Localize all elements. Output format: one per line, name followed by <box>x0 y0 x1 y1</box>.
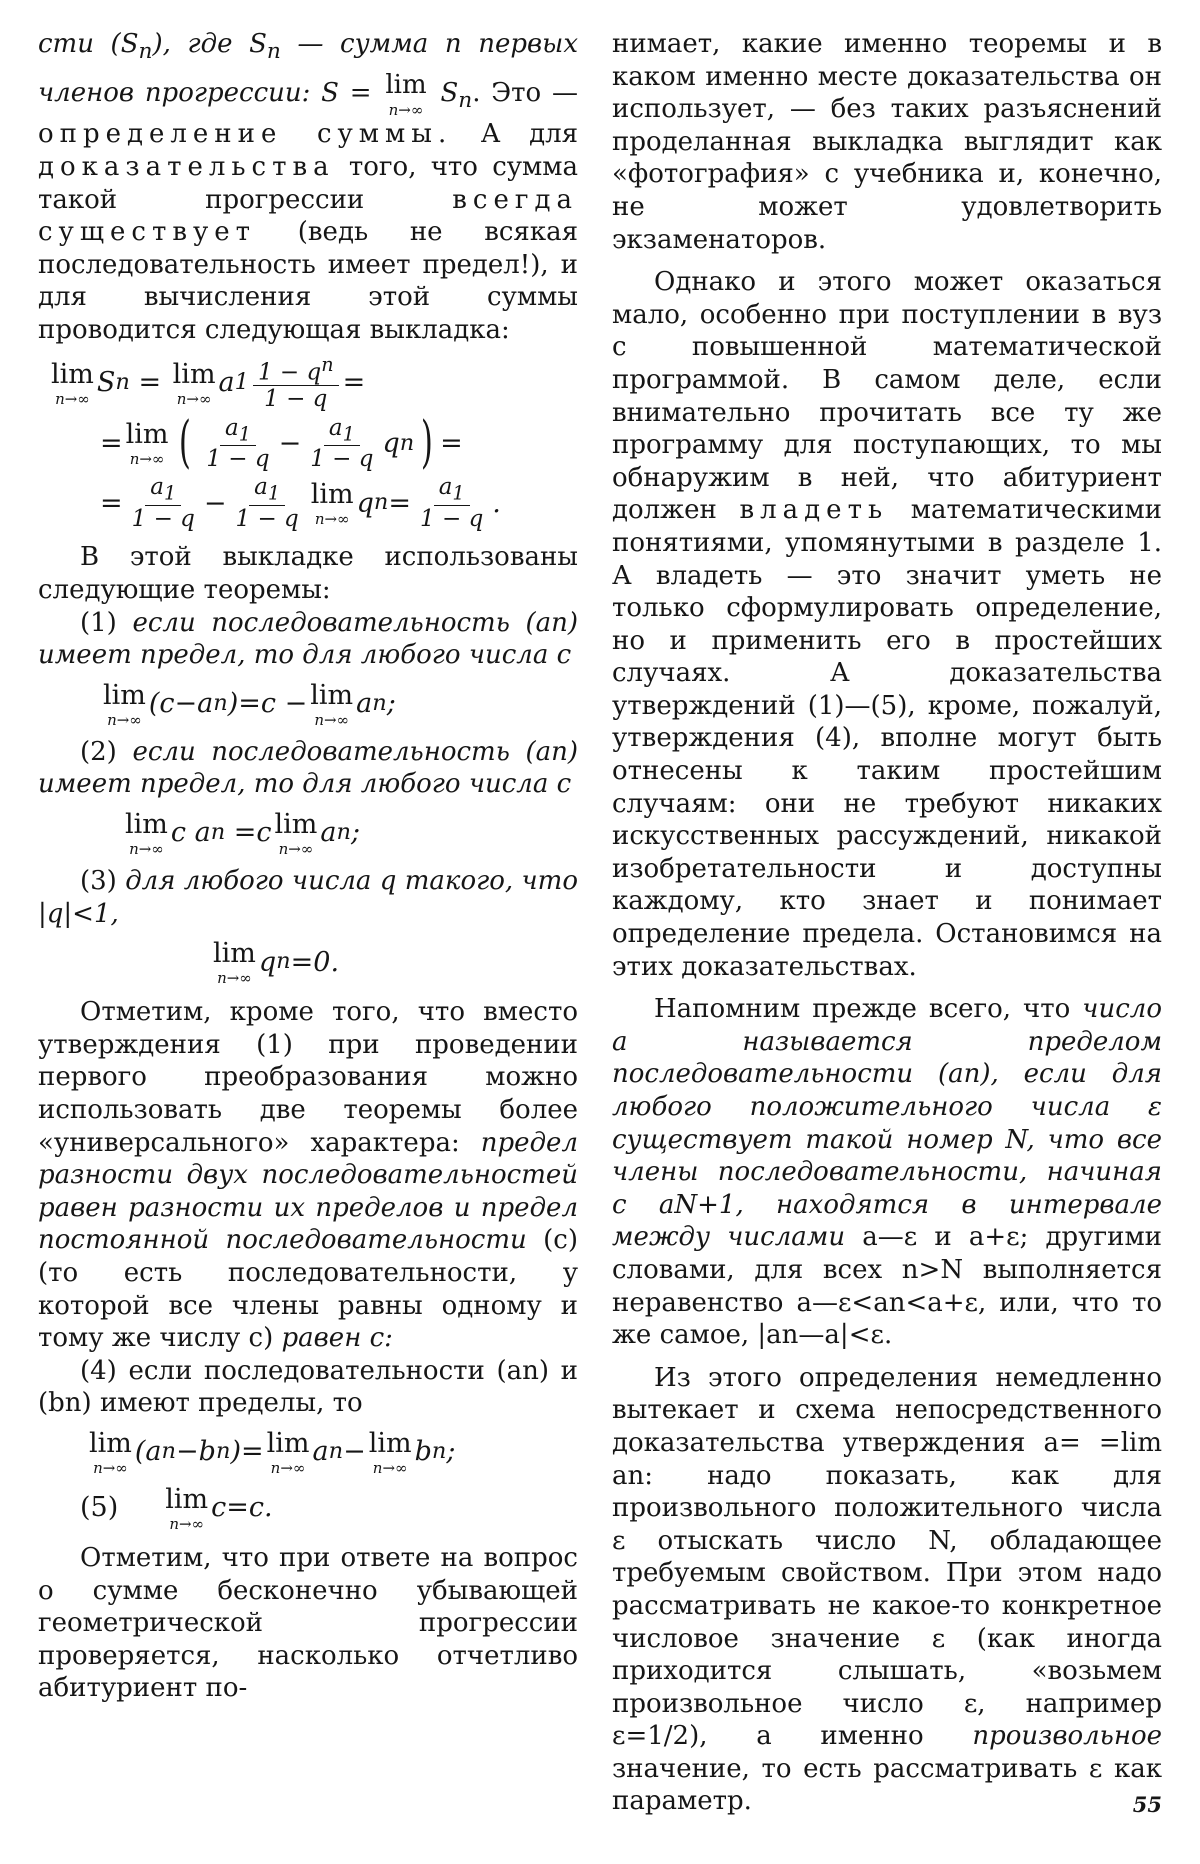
page-number: 55 <box>1132 1792 1162 1817</box>
theorem-3: (3) для любого числа q такого, что |q|<1, <box>38 865 578 929</box>
theorem-3-formula: lim n→∞ q n =0. <box>213 938 340 988</box>
paragraph-universal-theorems: Отметим, кроме того, что вместо утверждения (1) при проведении первого преобразования можно использовать две теоремы более «универсального» характера: предел разности двух последовательностей равен разности их пределов и предел постоянной последовательности (c) (то есть последовательности, у которой все члены равны одному и тому же числу c) равен c: <box>38 997 578 1354</box>
paragraph-proof-scheme: Из этого определения немедленно вытекает и схема непосредственного доказательства утверждения a= =lim an: надо показать, как для произвольного положительного числа ε отыскать число N, обладающее требуемым свойством. При этом надо рассматривать не какое-то конкретное числовое значение ε (как иногда приходится слышать, «возьмем произвольное число ε, например ε=1/2), а именно произвольное значение, то есть рассматривать ε как параметр. <box>612 1362 1162 1817</box>
paragraph-limit-definition: Напомним прежде всего, что число a называется пределом последовательности (an), если для любого положительного числа ε существует такой номер N, что все члены последовательности, начиная с aN+1, находятся в интервале между числами a—ε и a+ε; другими словами, для всех n>N выполняется неравенство a—ε<an<a+ε, или, что то же самое, |an—a|<ε. <box>612 994 1162 1351</box>
theorem-1: (1) если последовательность (an) имеет предел, то для любого числа c <box>38 607 578 671</box>
paragraph-theorems-intro: В этой выкладке использованы следующие теоремы: <box>38 542 578 605</box>
theorem-4-formula: lim n→∞ (a n −b n )= lim n→∞ a n − lim n→∞ b n ; <box>89 1427 456 1477</box>
paragraph-answer-check: Отметим, что при ответе на вопрос о сумме бесконечно убывающей геометрической прогрессии проверяется, насколько отчетливо абитуриент по- <box>38 1543 578 1704</box>
paragraph-program: Однако и этого может оказаться мало, особенно при поступлении в вуз с повышенной математической программой. В самом деле, если внимательно прочитать все ту же программу для поступающих, то мы обнаружим в ней, что абитуриент должен владеть математическими понятиями, упомянутыми в разделе 1. А владеть — это значит уметь не только сформулировать определение, но и применить его в простейших случаях. А доказательства утверждений (1)—(5), кроме, пожалуй, утверждения (4), вполне могут быть отнесены к таким простейшим случаям: они не требуют никаких искусственных рассуждений, никакой изобретательности и доступны каждому, кто знает и понимает определение предела. Остановимся на этих доказательствах. <box>612 267 1163 982</box>
theorem-2: (2) если последовательность (an) имеет предел, то для любого числа c <box>38 736 578 800</box>
paragraph-sum-definition: сти $(S_n)$, где $S_n$ — сумма n первых членов прогрессии: S = lim n→∞ $S_n$. Это — определение суммы. А для доказательства того, что сумма такой прогрессии всегда существует (ведь не всякая последовательность имеет предел!), и для вычисления этой суммы проводится следующая выкладка: <box>38 29 579 345</box>
lim-symbol: lim n→∞ <box>385 69 427 120</box>
left-column <box>38 28 578 1705</box>
paragraph-explanations: нимает, какие именно теоремы и в каком именно месте доказательства он использует, — без таких разъяснений проделанная выкладка выглядит как «фотография» с учебника и, конечно, не может удовлетворить экзаменаторов. <box>612 29 1162 255</box>
theorem-2-formula: lim n→∞ c a n =c lim n→∞ a n ; <box>125 808 361 858</box>
theorem-5-formula: (5) lim n→∞ c=c. <box>80 1483 273 1534</box>
right-column <box>612 28 1162 1818</box>
theorem-4: (4) если последовательности (an) и (bn) имеют пределы, то <box>38 1355 578 1419</box>
theorem-1-formula: lim n→∞ (c−a n )=c − lim n→∞ a n ; <box>103 679 396 729</box>
derivation-formula: lim n→∞ S n = lim n→∞ a 1 $\frac{1 - q^n}{1 - q}$ = = lim n→∞ ( $\frac{a_1}{1 - q}$ − $\frac{a_1}{1 - q}$ q n ) = = $\frac{a_1}{1 - q}$ − $\frac{a_1}{1 - q}$ lim n→∞ q n = $\frac{a_1}{1 - q}$ . <box>51 352 501 533</box>
